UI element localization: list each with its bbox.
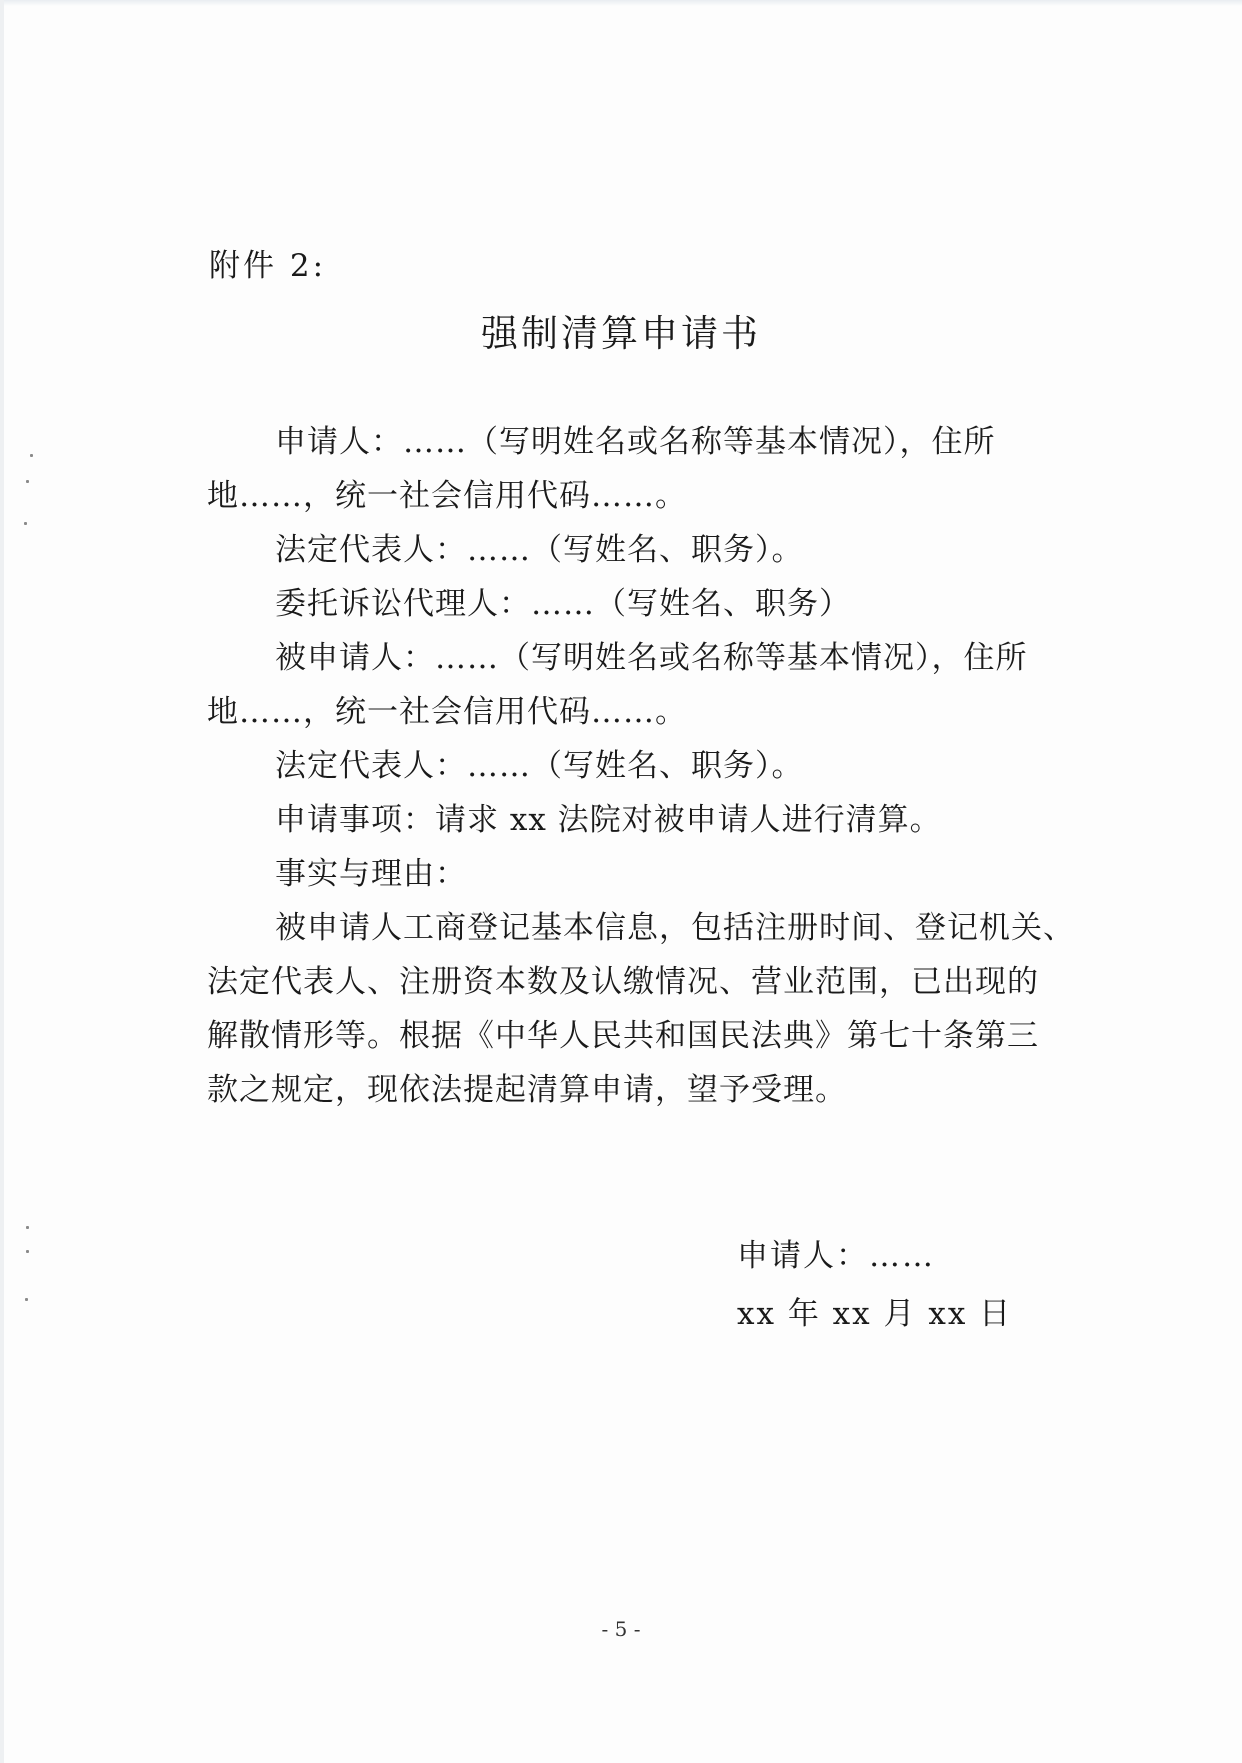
- page-number: - 5 -: [601, 1617, 641, 1641]
- facts-paragraph-line: 法定代表人、注册资本数及认缴情况、营业范围，已出现的: [207, 964, 1039, 1000]
- agent-line: 委托诉讼代理人：……（写姓名、职务）: [275, 586, 851, 622]
- signature-date: xx 年 xx 月 xx 日: [737, 1296, 1013, 1332]
- document-title: 强制清算申请书: [481, 312, 761, 355]
- scan-speck: [25, 1298, 28, 1301]
- scan-left-edge: [0, 0, 4, 1763]
- application-matters-line: 申请事项：请求 xx 法院对被申请人进行清算。: [275, 802, 942, 838]
- scan-speck: [30, 454, 33, 457]
- facts-reasons-heading: 事实与理由：: [275, 856, 467, 892]
- facts-paragraph-line: 被申请人工商登记基本信息，包括注册时间、登记机关、: [275, 910, 1075, 946]
- scan-speck: [24, 522, 27, 525]
- scan-speck: [26, 1250, 29, 1253]
- respondent-legal-rep-line: 法定代表人：……（写姓名、职务）。: [275, 748, 804, 784]
- legal-rep-line: 法定代表人：……（写姓名、职务）。: [275, 532, 804, 568]
- scan-speck: [26, 1226, 29, 1229]
- respondent-line-cont: 地……，统一社会信用代码……。: [207, 694, 687, 730]
- facts-paragraph-line: 解散情形等。根据《中华人民共和国民法典》第七十条第三: [207, 1018, 1039, 1054]
- applicant-line-cont: 地……，统一社会信用代码……。: [207, 478, 687, 514]
- respondent-line: 被申请人：……（写明姓名或名称等基本情况），住所: [275, 640, 1028, 676]
- attachment-label: 附件 2:: [209, 248, 327, 284]
- signature-applicant: 申请人：……: [737, 1238, 935, 1274]
- applicant-line: 申请人：……（写明姓名或名称等基本情况），住所: [275, 424, 996, 460]
- facts-paragraph-line: 款之规定，现依法提起清算申请，望予受理。: [207, 1072, 847, 1108]
- scan-speck: [26, 480, 29, 483]
- scan-top-edge: [0, 0, 1242, 6]
